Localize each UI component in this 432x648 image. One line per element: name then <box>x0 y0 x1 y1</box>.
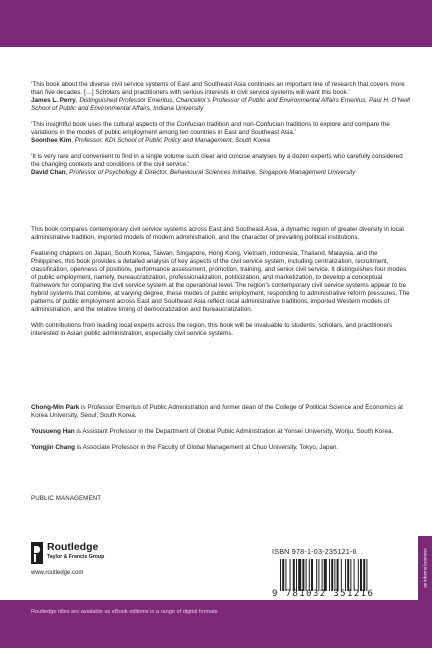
ebook-note: Routledge titles are available as eBook editions in a range of digital formats <box>31 609 218 615</box>
book-description <box>31 226 411 338</box>
author-bio-text: is Associate Professor in the Faculty of Global Management at Chuo University, Tokyo, Japan. <box>74 444 339 451</box>
quote-author-role: Professor of Psychology & Director, Behavioural Sciences Initiative, Singapore Management University <box>69 169 356 176</box>
quote-author-role: Professor, KDI School of Public Policy and Management, South Korea <box>74 137 271 144</box>
author-bio <box>31 428 411 436</box>
isbn-label: ISBN 978-1-03-235121-6 <box>272 547 357 556</box>
quote-attribution: David Chan, Professor of Psychology & Director, Behavioural Sciences Initiative, Singapore Management University <box>31 169 356 176</box>
publisher-logo <box>31 541 151 581</box>
description-paragraph: With contributions from leading local experts across the region, this book will be invaluable to students, scholars, and practitioners interested in Asian public administration, especially civil service systems. <box>31 322 393 337</box>
quote-author: James L. Perry <box>31 97 76 104</box>
endorsement-quote <box>31 81 411 113</box>
quote-author-role: Distinguished Professor Emeritus, Chancellor’s Professor of Public and Environmental Affairs Emeritus, Paul H. O’Neill School of Public and Environmental Affairs, Indiana University <box>31 97 410 112</box>
barcode-number: 9 781032 351216 <box>272 589 375 599</box>
bottom-color-band <box>0 600 432 648</box>
author-name: Yousueng Han <box>31 428 75 435</box>
routledge-logo-icon <box>31 542 43 564</box>
author-bio-text: is Assistant Professor in the Department of Global Public Administration at Yonsei University, Wonju, South Korea. <box>74 428 394 435</box>
quote-author: Soonhee Kim <box>31 137 72 144</box>
author-name: Chong-Min Park <box>31 404 80 411</box>
publisher-url: www.routledge.com <box>31 570 84 576</box>
author-bio <box>31 404 411 420</box>
barcode-icon <box>280 557 398 593</box>
quote-attribution: Soonhee Kim, Professor, KDI School of Public Policy and Management, South Korea <box>31 137 271 144</box>
quote-attribution: James L. Perry, Distinguished Professor Emeritus, Chancellor’s Professor of Public and Environmental Affairs Emeritus, Paul H. O’Neill School of Public and Environmental Affairs, Indiana University <box>31 97 410 112</box>
subject-category: PUBLIC MANAGEMENT <box>31 495 102 502</box>
endorsement-quote <box>31 153 411 177</box>
description-paragraph: Featuring chapters on Japan, South Korea, Taiwan, Singapore, Hong Kong, Vietnam, Indonesia, Thailand, Malaysia, and the Philippines, this book provides a detailed analysis of key aspects of the civil service system, including centralization, recruitment, classification, openness of positions, performance assessment, promotion, training, and senior civil service. It distinguishes four modes of public employment, namely, bureaucratization, professionalization, politicization, and marketization, to develop a conceptual framework for comparing the civil service system at the operational level. The region’s contemporary civil service systems appear to be hybrid systems that combine, at varying degree, these modes of public employment, responding to administrative reform pressures. The patterns of public employment across East and Southeast Asia reflect local administrative traditions, imported Western models of administration, and the relative timing of democratization and bureaucratization. <box>31 250 410 313</box>
endorsement-quote <box>31 121 411 145</box>
quote-text: ‘It is very rare and convenient to find in a single volume such clear and concise analyses by a dozen experts who carefully considered the changing contexts and conditions of the civil service.’ <box>31 153 403 168</box>
description-paragraph: This book compares contemporary civil service systems across East and Southeast Asia, a dynamic region of greater diversity in local administrative tradition, imported models of modern administration, and the character of prevailing political institutions. <box>31 226 404 241</box>
quote-text: ‘This book about the diverse civil service systems of East and Southeast Asia continues an important line of research that covers more than five decades. […] Scholars and practitioners with serious interests in civil service systems will want this book.’ <box>31 81 405 96</box>
publisher-name: Routledge <box>47 541 99 553</box>
informa-badge <box>418 536 432 600</box>
author-bios <box>31 404 411 452</box>
isbn-block <box>272 547 400 600</box>
quote-text: ‘This insightful book uses the cultural aspects of the Confucian tradition and non-Confucian traditions to explore and compare the variations in the modes of public employment among ten countries in East and Southeast Asia.’ <box>31 121 390 136</box>
informa-badge-text: an informa business <box>422 548 428 588</box>
publisher-group: Taylor & Francis Group <box>47 554 105 560</box>
quote-author: David Chan <box>31 169 66 176</box>
author-bio <box>31 444 411 452</box>
author-bio-text: is Professor Emeritus of Public Administration and former dean of the College of Political Science and Economics at Korea University, Seoul, South Korea. <box>31 404 404 419</box>
author-name: Yongjin Chang <box>31 444 75 451</box>
endorsements <box>31 81 411 177</box>
top-color-band <box>0 0 432 47</box>
